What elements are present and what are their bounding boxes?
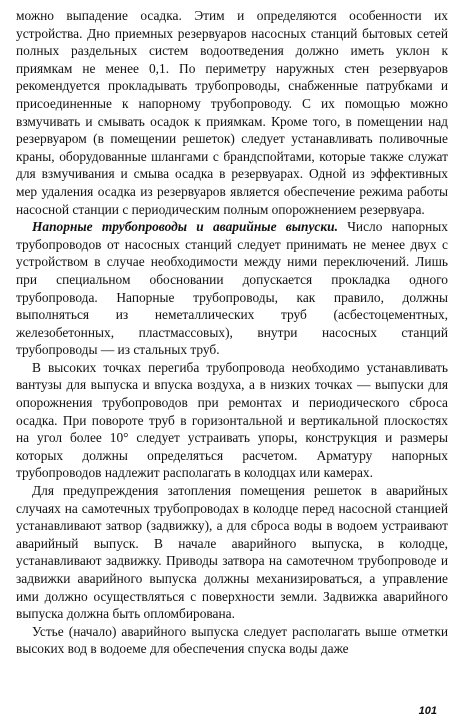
paragraph-2 [16, 218, 448, 359]
paragraph-4-text: Для предупреждения затопления помещения решеток в аварийных случаях на самотечных трубопроводах в колодце перед насосной станцией устанавливают затвор (задвижку), а для сброса воды в водоем устраивают аварийный выпуск. В начале аварийного выпуска, в колодце, устанавливают задвижку. Приводы затвора на самотечном трубопроводе и задвижки аварийного выпуска должны механизироваться, а управление ими должно осуществляться с поверхности земли. Задвижка аварийного выпуска должна быть опломбирована. [16, 483, 448, 622]
page-number: 101 [418, 705, 437, 717]
paragraph-1-text: можно выпадение осадка. Этим и определяются особенности их устройства. Дно приемных резервуаров насосных станций бытовых сетей полных раздельных систем водоотведения должно иметь уклон к приямкам не менее 0,1. По периметру наружных стен резервуаров рекомендуется прокладывать трубопроводы, снабженные патрубками и присоединенные к напорному трубопроводу. С их помощью можно взмучивать и смывать осадок к приямкам. Кроме того, в помещении над резервуаром (в помещении решеток) следует устанавливать поливочные краны, оборудованные шлангами с брандспойтами, которые также служат для взмучивания и смыва осадка в резервуарах. Одной из эффективных мер удаления осадка из резервуаров является обеспечение режима работы насосной станции с периодическим полным опорожнением резервуара. [16, 8, 448, 217]
paragraph-2-text: Число напорных трубопроводов от насосных станций следует принимать не менее двух с устройством в случае необходимости между ними переключений. Лишь при специальном обосновании допускается прокладка одного трубопровода. Напорные трубопроводы, как правило, должны выполняться из неметаллических труб (асбестоцементных, железобетонных, пластмассовых), внутри насосных станций трубопроводы — из стальных труб. [16, 219, 448, 358]
paragraph-3 [16, 359, 448, 482]
paragraph-5 [16, 623, 448, 658]
paragraph-3-text: В высоких точках перегиба трубопровода необходимо устанавливать вантузы для выпуска и впуска воздуха, а в низких точках — выпуски для опорожнения трубопроводов при ремонтах и периодического сброса осадка. При повороте труб в горизонтальной и вертикальной плоскостях на угол более 10° следует устраивать упоры, конструкция и размеры которых должны определяться расчетом. Арматуру напорных трубопроводов надлежит располагать в колодцах или камерах. [16, 359, 448, 481]
section-heading: Напорные трубопроводы и аварийные выпуски. [32, 219, 338, 235]
paragraph-1 [16, 7, 448, 218]
paragraph-5-text: Устье (начало) аварийного выпуска следует располагать выше отметки высоких вод в водоеме для обеспечения спуска воды даже [16, 623, 448, 657]
paragraph-4 [16, 482, 448, 623]
